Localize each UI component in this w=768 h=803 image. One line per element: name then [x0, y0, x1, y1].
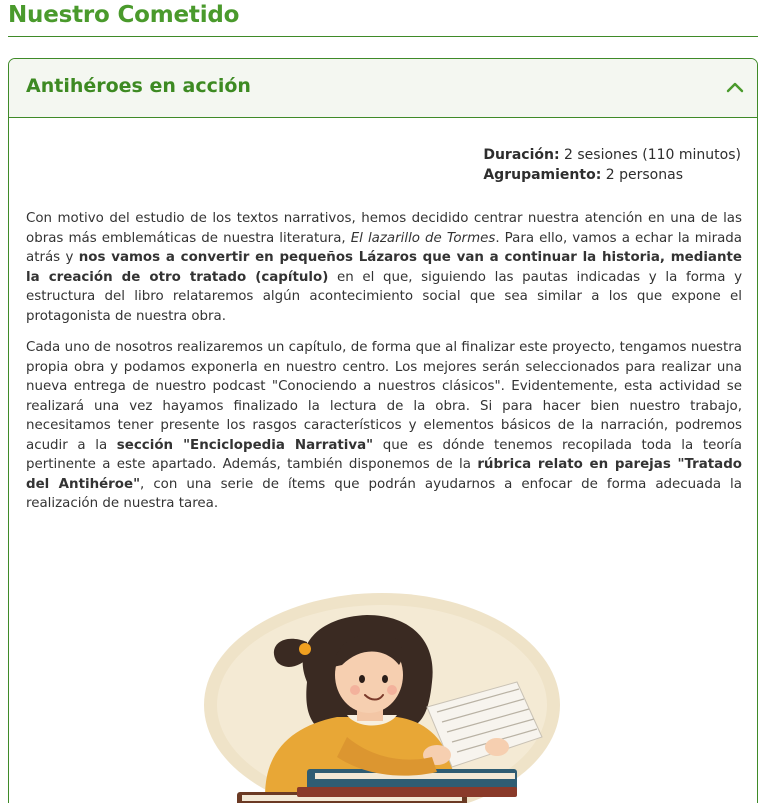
grouping-row	[483, 165, 741, 185]
paragraph-highlight: nos vamos a convertir en pequeños Lázaros que van a continuar la historia, mediante la creación de otro tratado (capítulo)	[26, 250, 742, 285]
accordion-title: Antihéroes en acción	[26, 75, 251, 97]
section-title: Nuestro Cometido	[8, 2, 240, 28]
paragraph-text: Cada uno de nosotros realizaremos un capítulo, de forma que al finalizar este proyecto, tengamos nuestra propia obra y podamos exponerla en nuestro centro. Los mejores serán seleccionados para realizar una nueva entrega de nuestro podcast "Conociendo a nuestros clásicos". Evidentemente, esta actividad se realizará una vez hayamos finalizado la lectura de la obra. Si para hacer bien nuestro trabajo, necesitamos tener presente los rasgos característicos y elementos básicos de la narración, podremos acudir a la	[26, 340, 742, 453]
encyclopedia-reference: sección "Enciclopedia Narrativa"	[116, 437, 374, 453]
title-divider	[8, 36, 758, 37]
girl-reading-illustration	[197, 587, 577, 803]
duration-row	[483, 145, 741, 165]
description-text	[26, 209, 742, 526]
paragraph-details	[26, 338, 742, 514]
activity-meta	[483, 145, 741, 185]
duration-label: Duración:	[483, 147, 560, 163]
rubric-reference: rúbrica relato en parejas "Tratado del Antihéroe"	[26, 457, 743, 492]
paragraph-text: . Para ello, vamos a echar la mirada atrás y	[26, 230, 742, 265]
paragraph-text: en el que, siguiendo las pautas indicadas y la forma y estructura del libro relataremos algún acontecimiento social que sea similar a los que expone el protagonista de nuestra obra.	[26, 269, 742, 324]
paragraph-text: que es dónde tenemos recopilada toda la teoría pertinente a este apartado. Además, también disponemos de la	[26, 437, 742, 472]
grouping-value: 2 personas	[605, 167, 683, 183]
paragraph-text: Con motivo del estudio de los textos narrativos, hemos decidido centrar nuestra atención en una de las obras más emblemáticas de nuestra literatura,	[26, 211, 742, 246]
paragraph-text: , con una serie de ítems que podrán ayudarnos a enfocar de forma adecuada la realización de nuestra tarea.	[26, 476, 742, 511]
grouping-label: Agrupamiento:	[483, 167, 602, 183]
duration-value: 2 sesiones (110 minutos)	[564, 147, 741, 163]
accordion-panel	[8, 58, 758, 803]
chevron-up-icon[interactable]	[725, 77, 745, 97]
accordion-header[interactable]	[9, 59, 757, 118]
book-title: El lazarillo de Tormes	[350, 230, 496, 246]
paragraph-intro	[26, 209, 742, 326]
